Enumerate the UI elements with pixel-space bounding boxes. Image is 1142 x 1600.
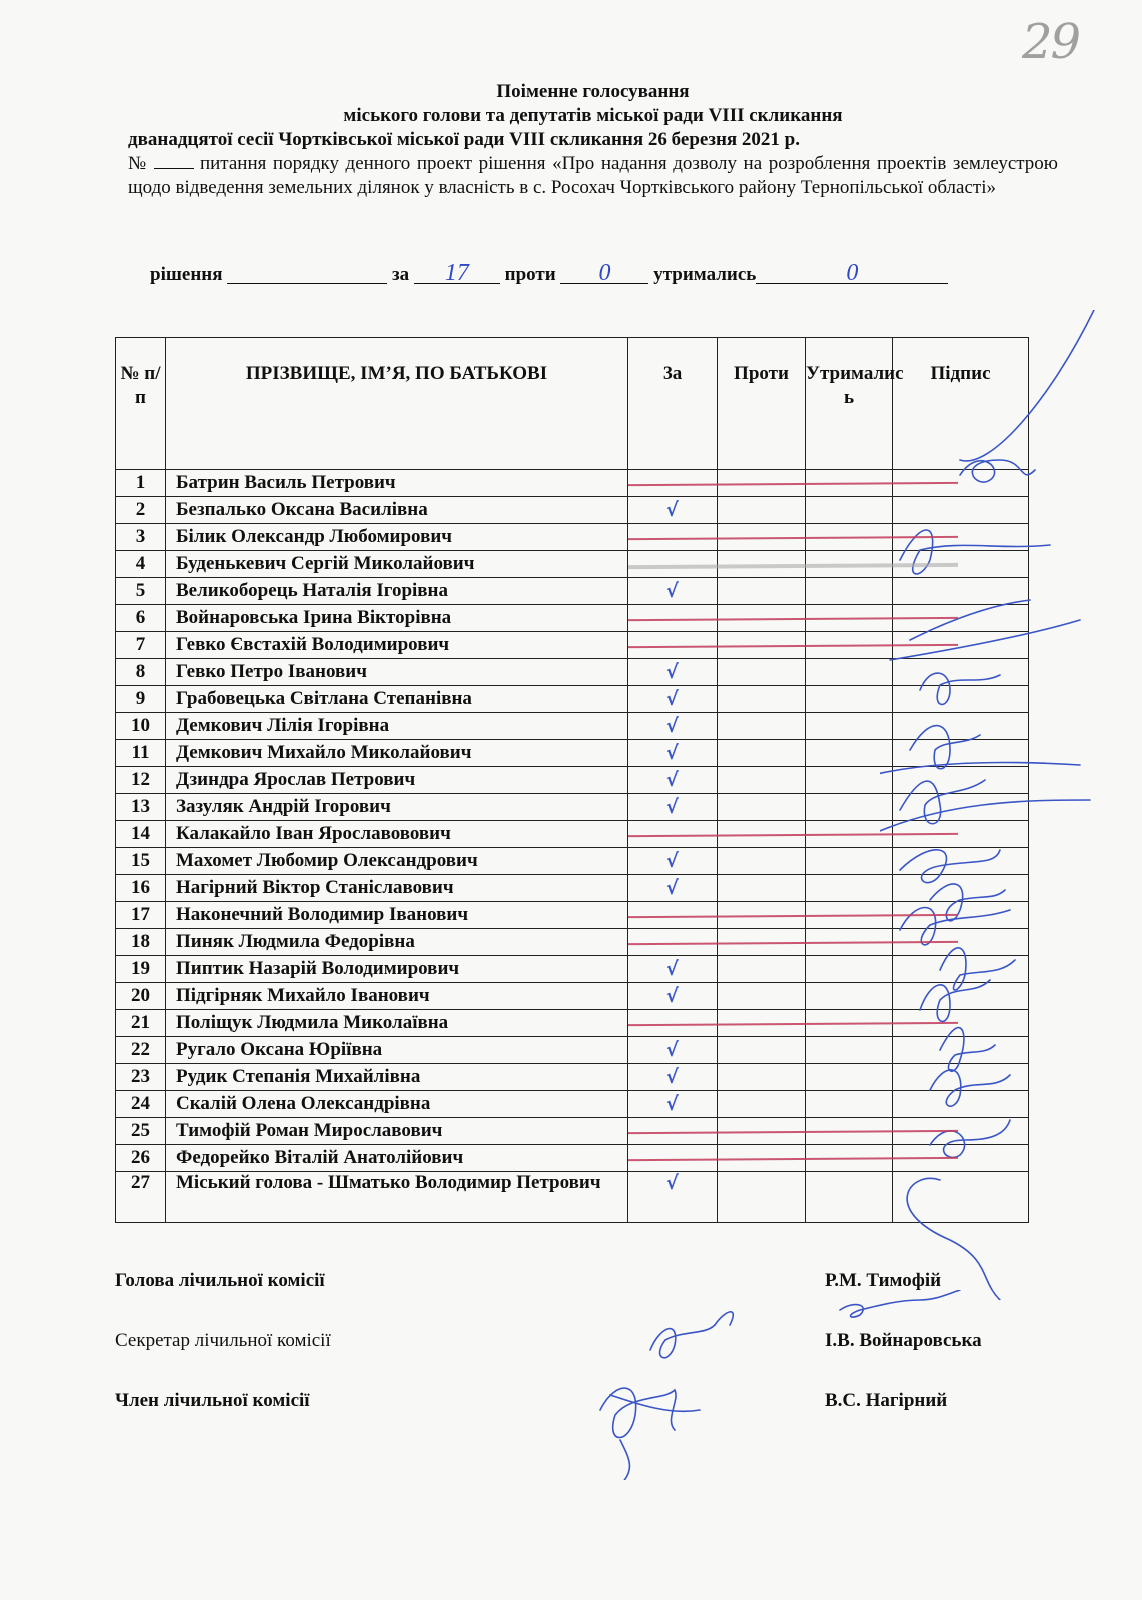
row-name: Поліщук Людмила Миколаївна (166, 1010, 628, 1037)
row-signature (893, 1091, 1029, 1118)
row-number: 9 (116, 686, 166, 713)
table-row (116, 983, 1029, 1010)
row-vote-for: √ (628, 713, 718, 740)
table-row (116, 713, 1029, 740)
row-vote-abstained (806, 767, 893, 794)
row-name: Білик Олександр Любомирович (166, 524, 628, 551)
row-vote-for: √ (628, 578, 718, 605)
row-signature (893, 713, 1029, 740)
row-vote-abstained (806, 848, 893, 875)
table-row (116, 767, 1029, 794)
row-vote-for: √ (628, 956, 718, 983)
abstained-label: утримались (653, 264, 757, 285)
row-vote-abstained (806, 659, 893, 686)
row-vote-against (718, 1064, 806, 1091)
row-vote-against (718, 740, 806, 767)
decision-summary (150, 260, 948, 286)
row-vote-abstained (806, 1037, 893, 1064)
row-name: Грабовецька Світлана Степанівна (166, 686, 628, 713)
row-vote-against (718, 578, 806, 605)
row-number: 8 (116, 659, 166, 686)
row-number: 13 (116, 794, 166, 821)
row-number: 15 (116, 848, 166, 875)
row-name: Махомет Любомир Олександрович (166, 848, 628, 875)
col-header-signature: Підпис (893, 338, 1029, 470)
title-line-1: Поіменне голосування (496, 81, 690, 102)
row-vote-against (718, 956, 806, 983)
row-vote-for: √ (628, 1037, 718, 1064)
row-vote-against (718, 1172, 806, 1223)
row-vote-for: √ (628, 740, 718, 767)
against-count: 0 (560, 263, 648, 284)
chair-role: Голова лічильної комісії (115, 1270, 325, 1291)
row-number: 16 (116, 875, 166, 902)
row-number: 20 (116, 983, 166, 1010)
row-vote-abstained (806, 875, 893, 902)
row-signature (893, 497, 1029, 524)
row-vote-against (718, 659, 806, 686)
row-vote-for: √ (628, 767, 718, 794)
against-label: проти (504, 264, 556, 285)
title-line-2: міського голови та депутатів міської ради VIII скликання (343, 105, 843, 126)
row-signature (893, 875, 1029, 902)
row-vote-abstained (806, 956, 893, 983)
row-vote-against (718, 875, 806, 902)
footer-signatures (590, 1290, 1050, 1480)
row-name: Батрин Василь Петрович (166, 470, 628, 497)
row-number: 27 (116, 1172, 166, 1223)
row-vote-abstained (806, 497, 893, 524)
col-header-against: Проти (718, 338, 806, 470)
chair-name: Р.М. Тимофій (825, 1270, 942, 1291)
row-signature (893, 1064, 1029, 1091)
secretary-name: І.В. Войнаровська (825, 1330, 982, 1351)
col-header-abstained: Утрималис ь (806, 338, 893, 470)
row-signature (893, 1037, 1029, 1064)
row-vote-abstained (806, 740, 893, 767)
row-number: 14 (116, 821, 166, 848)
row-name: Нагірний Віктор Станіславович (166, 875, 628, 902)
row-signature (893, 659, 1029, 686)
decision-label: рішення (150, 264, 223, 285)
row-signature (893, 740, 1029, 767)
row-name: Ругало Оксана Юріївна (166, 1037, 628, 1064)
row-number: 12 (116, 767, 166, 794)
row-name: Наконечний Володимир Іванович (166, 902, 628, 929)
table-row (116, 740, 1029, 767)
row-number: 11 (116, 740, 166, 767)
row-vote-abstained (806, 1064, 893, 1091)
table-row (116, 497, 1029, 524)
row-vote-abstained (806, 686, 893, 713)
secretary-role: Секретар лічильної комісії (115, 1330, 331, 1351)
row-vote-against (718, 686, 806, 713)
table-row (116, 1172, 1029, 1223)
row-name: Федорейко Віталій Анатолійович (166, 1145, 628, 1172)
table-row (116, 659, 1029, 686)
col-header-name: ПРІЗВИЩЕ, ІМ’Я, ПО БАТЬКОВІ (166, 338, 628, 470)
row-name: Демкович Лілія Ігорівна (166, 713, 628, 740)
row-number: 24 (116, 1091, 166, 1118)
row-vote-against (718, 767, 806, 794)
member-name: В.С. Нагірний (825, 1390, 948, 1411)
row-name: Великоборець Наталія Ігорівна (166, 578, 628, 605)
row-vote-abstained (806, 578, 893, 605)
row-vote-for: √ (628, 1091, 718, 1118)
decision-blank (227, 263, 387, 284)
row-number: 2 (116, 497, 166, 524)
roll-call-table (115, 337, 1029, 1223)
row-name: Зазуляк Андрій Ігорович (166, 794, 628, 821)
question-number-label: № (128, 153, 148, 174)
row-vote-abstained (806, 1172, 893, 1223)
row-vote-against (718, 983, 806, 1010)
row-number: 17 (116, 902, 166, 929)
row-number: 6 (116, 605, 166, 632)
table-row (116, 794, 1029, 821)
row-vote-abstained (806, 794, 893, 821)
row-number: 23 (116, 1064, 166, 1091)
row-name: Дзиндра Ярослав Петрович (166, 767, 628, 794)
table-row (116, 848, 1029, 875)
row-number: 18 (116, 929, 166, 956)
row-vote-for: √ (628, 686, 718, 713)
row-name: Рудик Степанія Михайлівна (166, 1064, 628, 1091)
row-signature (893, 956, 1029, 983)
row-number: 3 (116, 524, 166, 551)
table-header-row (116, 338, 1029, 470)
row-name: Міський голова - Шматько Володимир Петрович (166, 1172, 628, 1223)
row-number: 22 (116, 1037, 166, 1064)
row-vote-for: √ (628, 794, 718, 821)
col-header-number: № п/п (116, 338, 166, 470)
row-name: Пиняк Людмила Федорівна (166, 929, 628, 956)
row-name: Гевко Петро Іванович (166, 659, 628, 686)
row-number: 25 (116, 1118, 166, 1145)
row-vote-for: √ (628, 983, 718, 1010)
row-vote-against (718, 713, 806, 740)
table-row (116, 1064, 1029, 1091)
row-signature (893, 767, 1029, 794)
col-header-for: За (628, 338, 718, 470)
row-number: 5 (116, 578, 166, 605)
row-number: 19 (116, 956, 166, 983)
row-number: 7 (116, 632, 166, 659)
row-number: 4 (116, 551, 166, 578)
row-number: 10 (116, 713, 166, 740)
title-line-3: дванадцятої сесії Чортківської міської ради VIII скликання 26 березня 2021 р. (128, 129, 800, 150)
for-count: 17 (414, 263, 500, 284)
question-text: питання порядку денного проект рішення «Про надання дозволу на розроблення проектів землеустрою щодо відведення земельних ділянок у власність в с. Росохач Чортківського району Тернопільської області» (128, 153, 1058, 198)
row-vote-against (718, 1091, 806, 1118)
row-name: Безпалько Оксана Василівна (166, 497, 628, 524)
row-signature (893, 983, 1029, 1010)
row-name: Підгірняк Михайло Іванович (166, 983, 628, 1010)
row-vote-for: √ (628, 848, 718, 875)
row-signature (893, 686, 1029, 713)
row-name: Калакайло Іван Ярославовович (166, 821, 628, 848)
row-vote-for: √ (628, 497, 718, 524)
row-vote-against (718, 497, 806, 524)
row-signature (893, 578, 1029, 605)
row-signature (893, 1172, 1029, 1223)
row-vote-against (718, 794, 806, 821)
row-number: 26 (116, 1145, 166, 1172)
page-number: 29 (1022, 14, 1080, 70)
row-vote-abstained (806, 713, 893, 740)
question-number-blank (154, 168, 194, 169)
member-role: Член лічильної комісії (115, 1390, 310, 1411)
table-row (116, 1091, 1029, 1118)
row-name: Гевко Євстахій Володимирович (166, 632, 628, 659)
row-name: Тимофій Роман Мирославович (166, 1118, 628, 1145)
table-row (116, 956, 1029, 983)
row-number: 1 (116, 470, 166, 497)
row-name: Скалій Олена Олександрівна (166, 1091, 628, 1118)
row-signature (893, 794, 1029, 821)
agenda-question (128, 152, 1058, 200)
row-vote-against (718, 848, 806, 875)
document-header (128, 80, 1058, 200)
for-label: за (392, 264, 410, 285)
row-vote-for: √ (628, 1172, 718, 1223)
row-vote-abstained (806, 1091, 893, 1118)
abstained-count: 0 (756, 263, 948, 284)
table-row (116, 875, 1029, 902)
row-signature (893, 848, 1029, 875)
row-vote-against (718, 1037, 806, 1064)
row-vote-abstained (806, 983, 893, 1010)
row-vote-for: √ (628, 659, 718, 686)
row-number: 21 (116, 1010, 166, 1037)
row-vote-for: √ (628, 875, 718, 902)
row-name: Пиптик Назарій Володимирович (166, 956, 628, 983)
row-name: Буденькевич Сергій Миколайович (166, 551, 628, 578)
row-name: Войнаровська Ірина Вікторівна (166, 605, 628, 632)
table-row (116, 686, 1029, 713)
table-row (116, 578, 1029, 605)
row-name: Демкович Михайло Миколайович (166, 740, 628, 767)
table-row (116, 1037, 1029, 1064)
row-vote-for: √ (628, 1064, 718, 1091)
